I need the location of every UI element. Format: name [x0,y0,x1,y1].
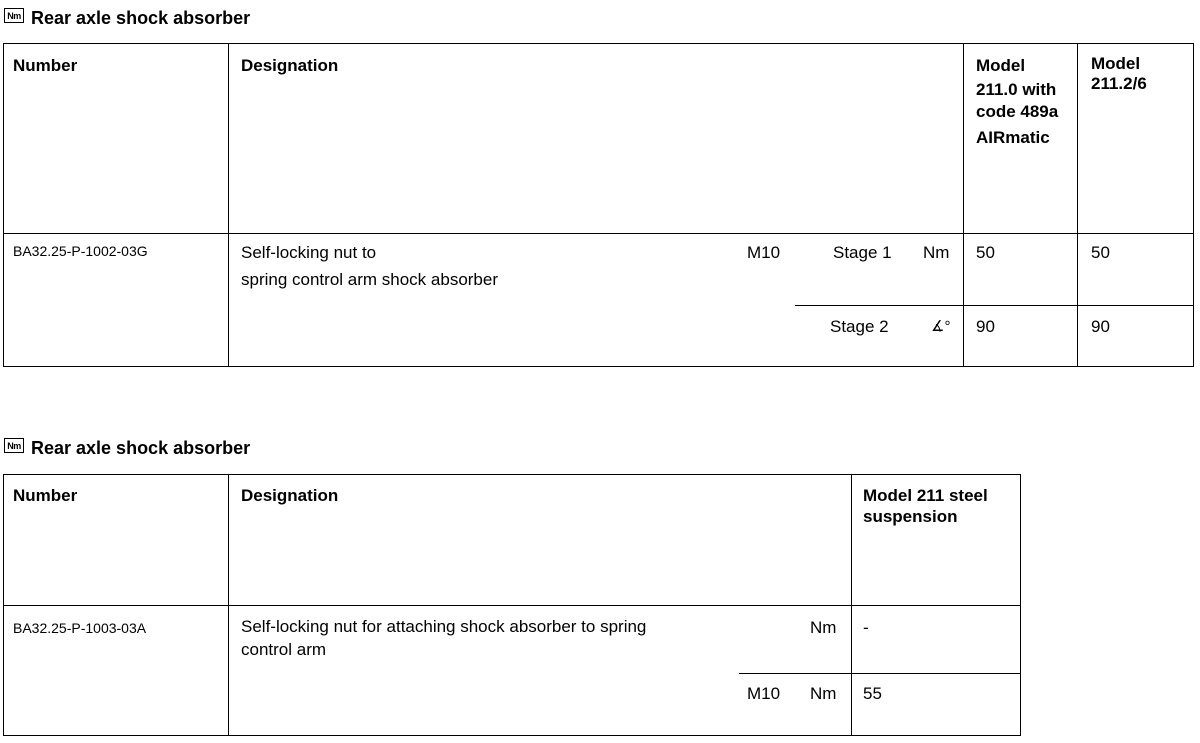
section1-title-text: Rear axle shock absorber [31,8,251,28]
section2-title [4,438,250,459]
header-model: Model 211 steel suspension [863,486,988,526]
sub2-unit: Nm [810,684,837,703]
sub1-value: - [863,618,869,637]
thread-size: M10 [747,243,781,262]
col-divider [1077,43,1078,367]
torque-nm-icon: Nm [4,8,24,23]
header-designation: Designation [241,486,339,505]
sub2-value: 55 [863,684,882,703]
stage1-unit: Nm [923,243,950,262]
header-number: Number [13,486,78,505]
col-divider [228,43,229,367]
section1-title [4,8,250,29]
header-model-b: Model 211.2/6 [1091,54,1147,93]
torque-nm-icon: Nm [4,438,24,453]
header-divider [3,233,1194,234]
sub-row-divider [739,673,1021,674]
stage1-model-a-value: 50 [976,243,995,262]
header-number: Number [13,56,78,75]
stage2-model-b-value: 90 [1091,317,1110,336]
row-designation: Self-locking nut to spring control arm shock absorber [241,243,499,289]
header-divider [3,605,1021,606]
stage1-model-b-value: 50 [1091,243,1110,262]
stage2-model-a-value: 90 [976,317,995,336]
sub2-thread: M10 [747,684,781,703]
row-number: BA32.25-P-1003-03A [13,620,147,636]
section2-title-text: Rear axle shock absorber [31,438,251,458]
header-designation: Designation [241,56,339,75]
col-divider [963,43,964,367]
angle-degree-icon: ∡° [931,318,951,335]
stage2-label: Stage 2 [830,317,889,336]
row-number: BA32.25-P-1002-03G [13,243,148,259]
header-model-a: Model 211.0 with code 489a AIRmatic [976,56,1059,147]
stage1-label: Stage 1 [833,243,892,262]
stage-divider [795,305,1194,306]
row-designation: Self-locking nut for attaching shock absorber to spring control arm [241,617,647,659]
sub1-unit: Nm [810,618,837,637]
